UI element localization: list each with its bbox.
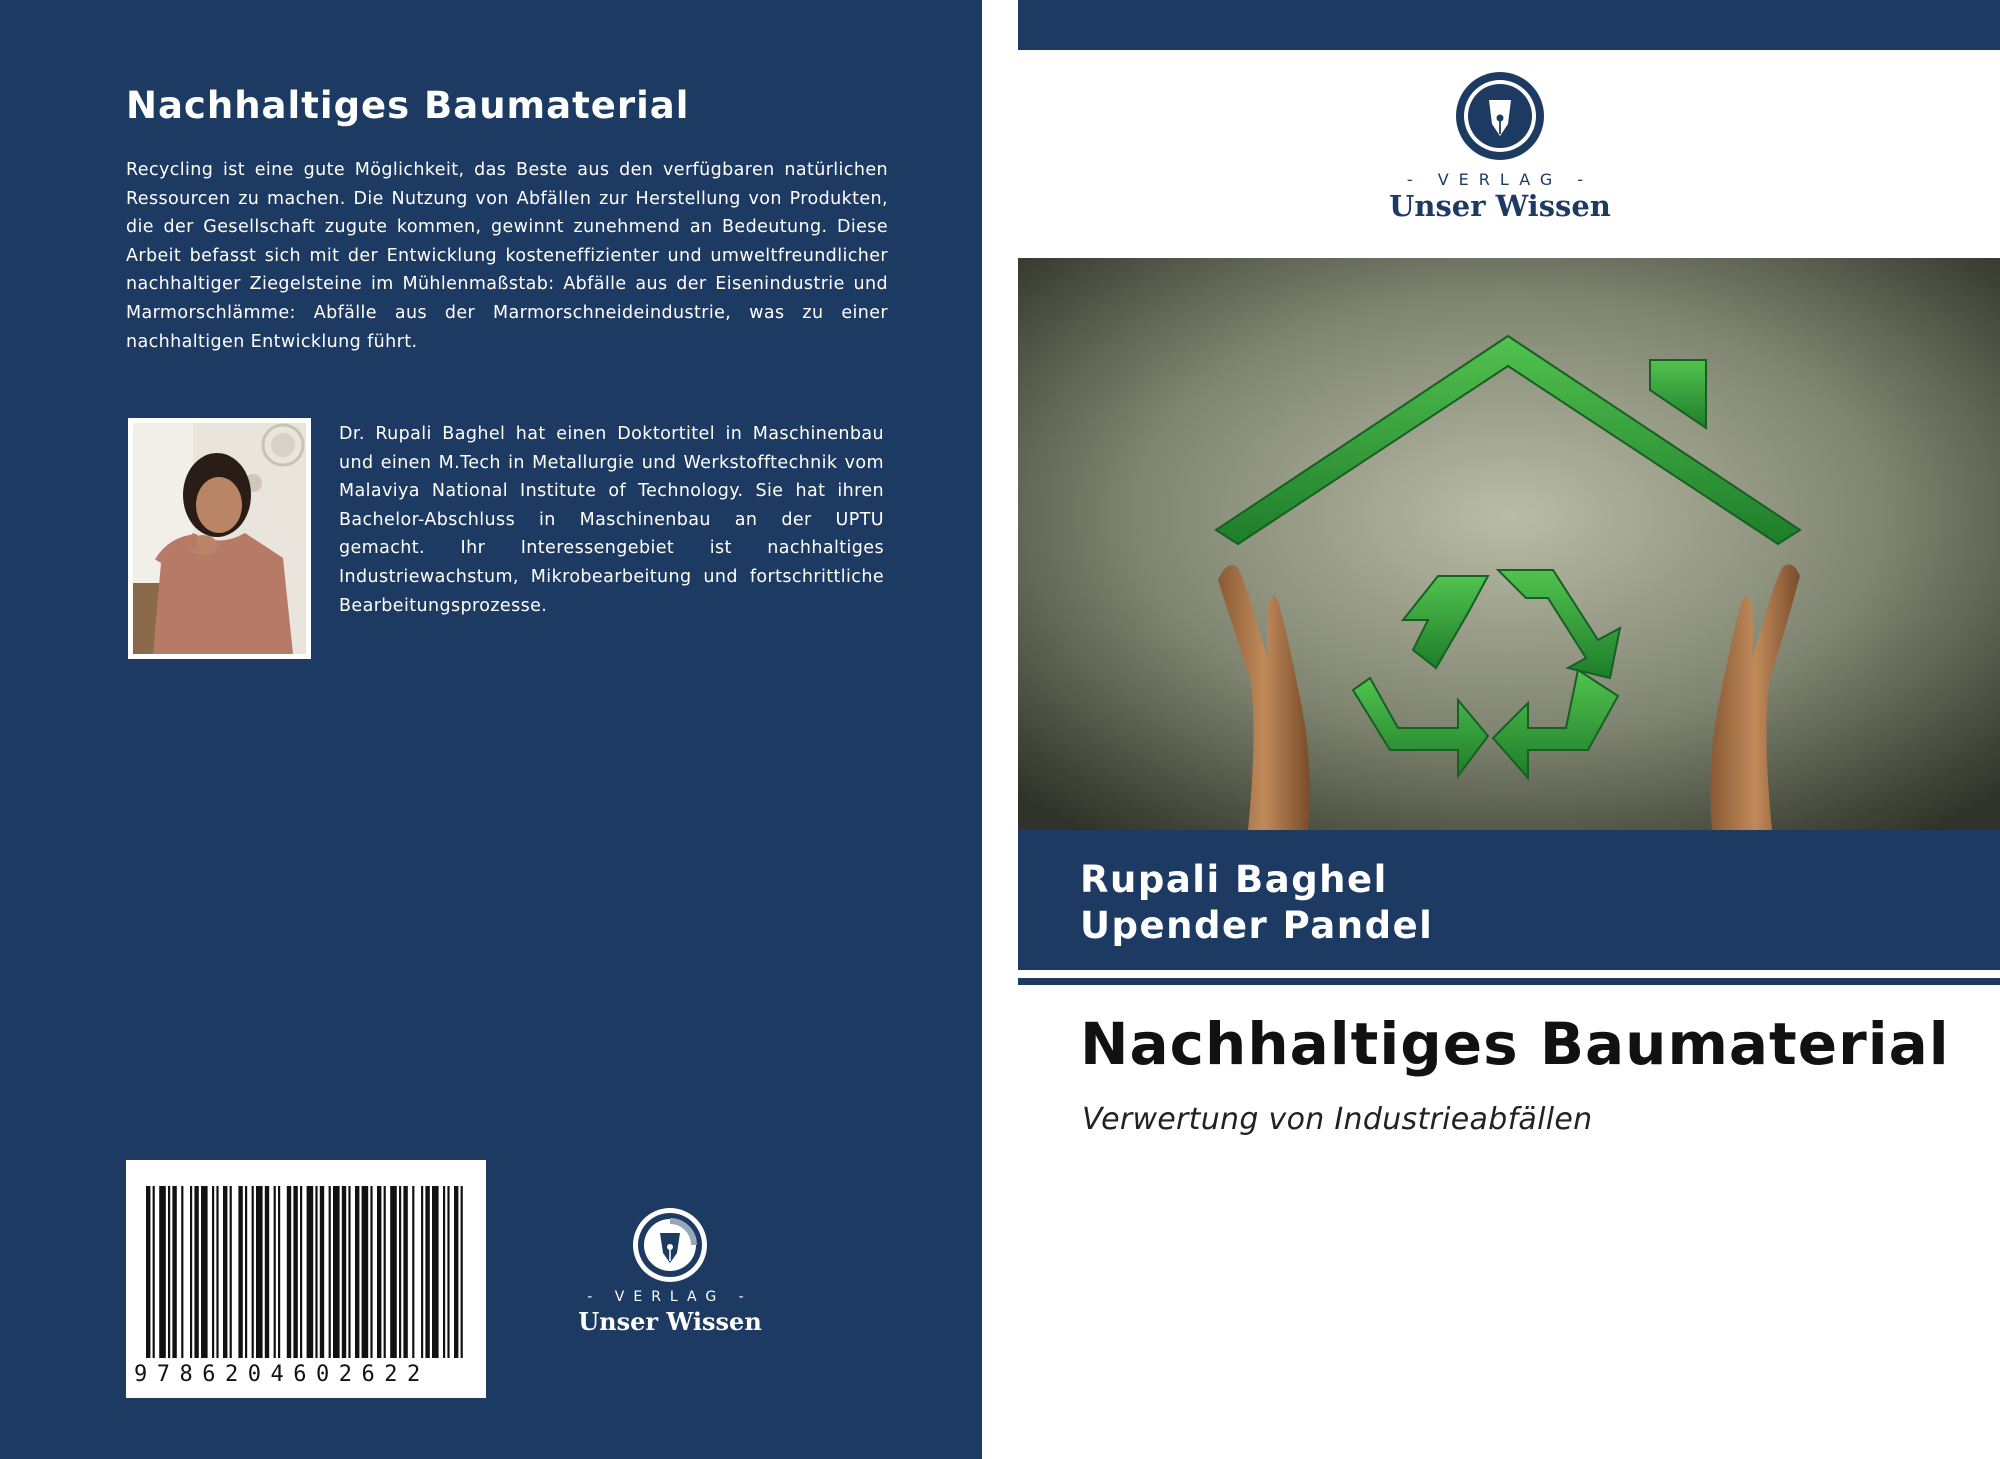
barcode-bar [315,1186,317,1358]
barcode-bar [168,1186,170,1358]
barcode-bar [355,1186,359,1358]
back-publisher-logo [570,1205,770,1345]
author-photo [128,418,311,659]
back-cover-title: Nachhaltiges Baumaterial [126,84,690,127]
title-divider [1018,978,2000,985]
front-publisher-logo [1380,70,1620,230]
author-portrait-image [133,423,306,654]
spine-gap [982,0,1018,1459]
barcode-bar [216,1186,218,1358]
barcode-bar [223,1186,227,1358]
front-top-band [1018,0,2000,50]
barcode-bar [403,1186,407,1358]
barcode-bar [370,1186,372,1358]
author-name-1: Rupali Baghel [1080,858,1388,901]
barcode-bar [245,1186,247,1358]
barcode-bar [201,1186,208,1358]
barcode-bar [320,1186,324,1358]
barcode-bar [146,1186,150,1358]
barcode-bar [432,1186,439,1358]
back-publisher-name: Unser Wissen [578,1307,762,1336]
barcode-bar [230,1186,232,1358]
barcode-bar [181,1186,183,1358]
front-cover-subtitle: Verwertung von Industrieabfällen [1082,1102,1593,1137]
barcode-bar [307,1186,314,1358]
cover-artwork [1018,258,2000,830]
barcode-bar [265,1186,269,1358]
barcode-bar [256,1186,263,1358]
barcode-bar [274,1186,276,1358]
barcode-bar [287,1186,291,1358]
recycle-house-hands-icon [1018,258,2000,830]
barcode-bar [412,1186,414,1358]
barcode-bar [461,1186,463,1358]
barcode-bar [399,1186,401,1358]
barcode-bar [300,1186,302,1358]
barcode-bar [172,1186,176,1358]
barcode-bar [454,1186,458,1358]
author-band [1018,830,2000,970]
barcode-bar [278,1186,280,1358]
barcode-bar [377,1186,381,1358]
barcode-digits: 9786204602622 [134,1362,430,1387]
barcode-bar [362,1186,369,1358]
barcode-bar [425,1186,429,1358]
back-verlag-label: - VERLAG - [587,1289,753,1305]
back-cover-blurb: Recycling ist eine gute Möglichkeit, das Beste aus den verfügbaren natürlichen Ressourcen zu machen. Die Nutzung von Abfällen zur Herstellung von Produkten, die der Gesellschaft zugute kommen, gewinnt zunehmend an Bedeutung. Diese Arbeit befasst sich mit der Entwicklung kosteneffizienter und umweltfreundlicher nachhaltiger Ziegelsteine im Mühlenmaßstab: Abfälle aus der Eisenindustrie und Marmorschlämme: Abfälle aus der Marmorschneideindustrie, was zu einer nachhaltigen Entwicklung führt. [126,160,888,352]
barcode-bar [329,1186,331,1358]
barcode-bar [252,1186,254,1358]
barcode-bar [194,1186,198,1358]
back-cover [0,0,982,1459]
barcode-bar [342,1186,346,1358]
barcode-bar [384,1186,386,1358]
barcode-bar [190,1186,192,1358]
barcode-bar [443,1186,445,1358]
barcode-bar [212,1186,214,1358]
barcode-bar [390,1186,397,1358]
front-cover-title: Nachhaltiges Baumaterial [1080,1010,1950,1078]
barcode-bar [238,1186,242,1358]
fountain-pen-nib-icon [1454,70,1546,162]
barcode-bar [447,1186,449,1358]
author-bio: Dr. Rupali Baghel hat einen Doktortitel in Maschinenbau und einen M.Tech in Metallurgie und Werkstofftechnik vom Malaviya National Institute of Technology. Sie hat ihren Bachelor-Abschluss in Maschinenbau an der UPTU gemacht. Ihr Interessengebiet ist nachhaltiges Industriewachstum, Mikrobearbeitung und fortschrittliche Bearbeitungsprozesse. [339,424,884,616]
barcode-bar [293,1186,297,1358]
front-verlag-label: - VERLAG - [1406,170,1594,189]
barcode-bar [333,1186,340,1358]
fountain-pen-nib-icon [630,1205,710,1285]
barcode-bar [159,1186,166,1358]
author-name-2: Upender Pandel [1080,904,1434,947]
barcode-bar [421,1186,423,1358]
isbn-barcode [126,1160,486,1398]
barcode-bar [153,1186,155,1358]
barcode-bar [348,1186,350,1358]
front-publisher-name: Unser Wissen [1389,189,1611,223]
